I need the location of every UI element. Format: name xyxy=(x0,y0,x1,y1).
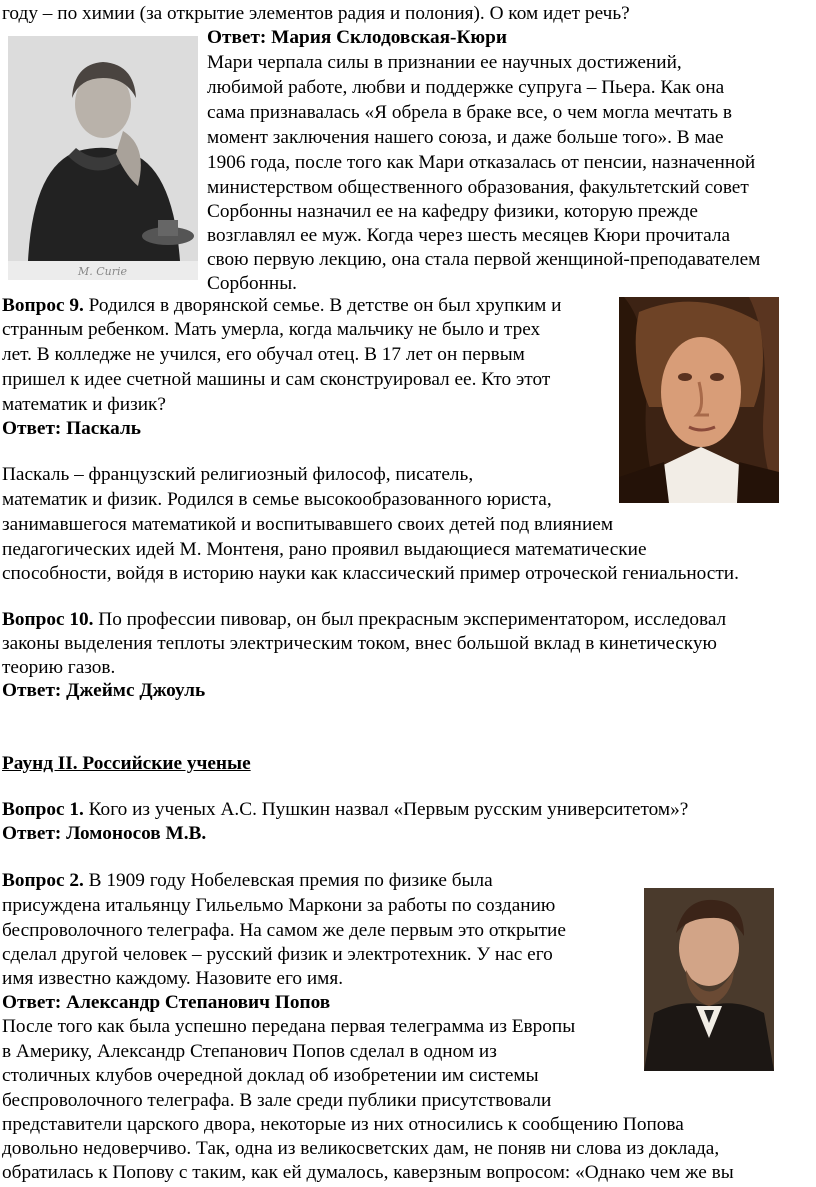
q9-label: Вопрос 9. xyxy=(2,295,84,316)
q8-text-line: Сорбонны. xyxy=(207,273,298,294)
q9-text-line: Паскаль – французский религиозный философ, писатель, xyxy=(2,464,474,485)
r2q1-question-text: Кого из ученых А.С. Пушкин назвал «Первым русским университетом»? xyxy=(83,799,689,820)
q9-question-line xyxy=(2,294,561,318)
r2q2-text-line: обратилась к Попову с таким, как ей думалось, каверзным вопросом: «Однако чем же вы xyxy=(2,1162,734,1183)
r2q2-question-line: сделал другой человек – русский физик и электротехник. У нас его xyxy=(2,944,553,965)
r2q2-question-text: В 1909 году Нобелевская премия по физике была xyxy=(83,870,493,891)
pascal-portrait xyxy=(619,297,779,503)
q10-question-line: теорию газов. xyxy=(2,657,116,678)
q10-question-text: По профессии пивовар, он был прекрасным экспериментатором, исследовал xyxy=(93,609,727,630)
r2q2-text-line: довольно недоверчиво. Так, одна из великосветских дам, не поняв ни слова из доклада, xyxy=(2,1138,720,1159)
q9-question-line: лет. В колледже не учился, его обучал отец. В 17 лет он первым xyxy=(2,344,525,365)
r2q2-question-line: имя известно каждому. Назовите его имя. xyxy=(2,968,344,989)
r2q2-question-line xyxy=(2,869,493,893)
r2q1-question-line xyxy=(2,798,688,822)
q9-text-line: способности, войдя в историю науки как классический пример отроческой гениальности. xyxy=(2,563,739,584)
r2q2-label: Вопрос 2. xyxy=(2,870,84,891)
q10-label: Вопрос 10. xyxy=(2,609,94,630)
popov-portrait xyxy=(644,888,774,1071)
q9-question-text: Родился в дворянской семье. В детстве он был хрупким и xyxy=(83,295,562,316)
q9-text-line: педагогических идей М. Монтеня, рано проявил выдающиеся математические xyxy=(2,539,647,560)
q8-text-line: любимой работе, любви и поддержке супруга – Пьера. Как она xyxy=(207,77,725,98)
curie-signature: M. Curie xyxy=(78,265,128,278)
q8-text-line: момент заключения нашего союза, и даже больше того». В мае xyxy=(207,127,724,148)
r2q2-question-line: присуждена итальянцу Гильельмо Маркони за работы по созданию xyxy=(2,895,556,916)
q9-answer: Ответ: Паскаль xyxy=(2,418,141,439)
q8-text-line: сама признавалась «Я обрела в браке все, о чем могла мечтать в xyxy=(207,102,732,123)
q8-text-line: 1906 года, после того как Мари отказалась от пенсии, назначенной xyxy=(207,152,756,173)
r2q2-text-line: беспроволочного телеграфа. В зале среди публики присутствовали xyxy=(2,1090,552,1111)
q8-text-line: министерством общественного образования, факультетский совет xyxy=(207,177,749,198)
r2q2-text-line: в Америку, Александр Степанович Попов сделал в одном из xyxy=(2,1041,497,1062)
r2q2-answer: Ответ: Александр Степанович Попов xyxy=(2,992,331,1013)
r2q1-label: Вопрос 1. xyxy=(2,799,84,820)
q9-text-line: математик и физик. Родился в семье высокообразованного юриста, xyxy=(2,489,552,510)
q9-text-line: занимавшегося математикой и воспитывавшего своих детей под влиянием xyxy=(2,514,614,535)
pascal-painting xyxy=(619,297,779,503)
q9-question-line: странным ребенком. Мать умерла, когда мальчику не было и трех xyxy=(2,319,541,340)
r2q1-answer: Ответ: Ломоносов М.В. xyxy=(2,823,207,844)
intro-line: году – по химии (за открытие элементов радия и полония). О ком идет речь? xyxy=(2,3,630,24)
round-title: Раунд II. Российские ученые xyxy=(2,753,251,774)
q10-answer: Ответ: Джеймс Джоуль xyxy=(2,680,206,701)
marie-curie-portrait xyxy=(8,36,198,280)
r2q2-text-line: После того как была успешно передана первая телеграмма из Европы xyxy=(2,1016,576,1037)
popov-painting xyxy=(644,888,774,1071)
marie-curie-photo xyxy=(8,36,198,280)
q10-question-line xyxy=(2,608,726,632)
q9-question-line: пришел к идее счетной машины и сам сконструировал ее. Кто этот xyxy=(2,369,551,390)
r2q2-question-line: беспроволочного телеграфа. На самом же деле первым это открытие xyxy=(2,920,566,941)
q8-text-line: свою первую лекцию, она стала первой женщиной-преподавателем xyxy=(207,249,761,270)
q8-text-line: возглавлял ее муж. Когда через шесть месяцев Кюри прочитала xyxy=(207,225,731,246)
r2q2-text-line: столичных клубов очередной доклад об изобретении им системы xyxy=(2,1065,539,1086)
q8-answer: Ответ: Мария Склодовская-Кюри xyxy=(207,27,507,48)
q8-text-line: Мари черпала силы в признании ее научных достижений, xyxy=(207,52,682,73)
q10-question-line: законы выделения теплоты электрическим током, внес большой вклад в кинетическую xyxy=(2,633,717,654)
q8-text-line: Сорбонны назначил ее на кафедру физики, которую прежде xyxy=(207,201,698,222)
q9-question-line: математик и физик? xyxy=(2,394,166,415)
r2q2-text-line: представители царского двора, некоторые из них относились к сообщению Попова xyxy=(2,1114,684,1135)
